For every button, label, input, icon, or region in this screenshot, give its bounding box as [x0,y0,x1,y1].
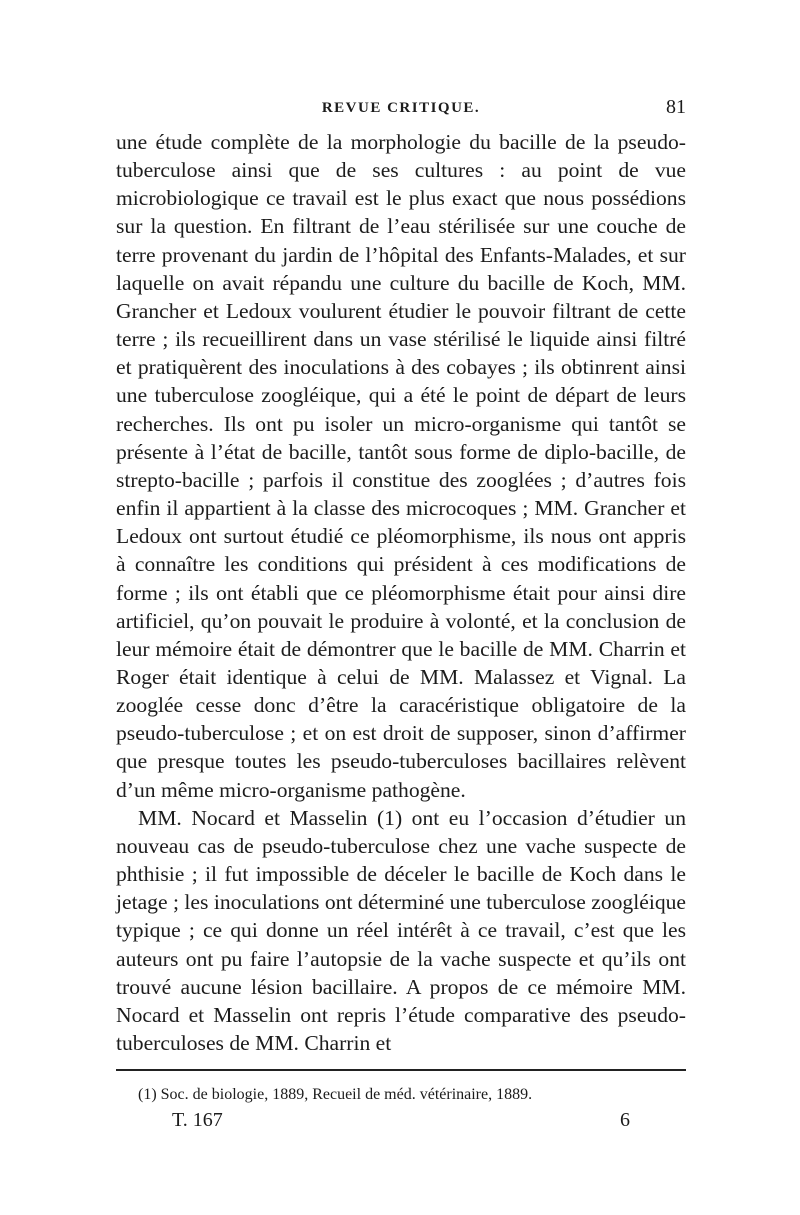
signature-mark: 6 [620,1109,630,1132]
paragraph-1: une étude complète de la morphologie du bacille de la pseudo-tuberculose ainsi que de ses cultures : au point de vue microbiologique ce travail est le plus exact que nous possédions sur la question. En filtrant de l’eau stérilisée sur une couche de terre provenant du jardin de l’hôpital des Enfants-Malades, et sur laquelle on avait répandu une culture du bacille de Koch, MM. Grancher et Ledoux voulurent étudier le pouvoir filtrant de cette terre ; ils recueillirent dans un vase stérilisé le liquide ainsi filtré et pratiquèrent des inoculations à des cobayes ; ils obtinrent ainsi une tuberculose zoogléique, qui a été le point de départ de leurs recherches. Ils ont pu isoler un micro-organisme qui tantôt se présente à l’état de bacille, tantôt sous forme de diplo-bacille, de strepto-bacille ; parfois il constitue des zooglées ; d’autres fois enfin il appartient à la classe des microcoques ; MM. Grancher et Ledoux ont surtout étudié ce pléomorphisme, ils nous ont appris à connaître les conditions qui président à ces modifications de forme ; ils ont établi que ce pléomorphisme était pour ainsi dire artificiel, qu’on pouvait le produire à volonté, et la conclusion de leur mémoire était de démontrer que le bacille de MM. Charrin et Roger était identique à celui de MM. Malassez et Vignal. La zooglée cesse donc d’être la caracéristique obligatoire de la pseudo-tuberculose ; et on est droit de supposer, sinon d’affirmer que presque toutes les pseudo-tuberculoses bacillaires relèvent d’un même micro-organisme pathogène. [116,130,686,802]
page-number: 81 [666,96,686,118]
footnote-rule [116,1069,686,1071]
paragraph-2: MM. Nocard et Masselin (1) ont eu l’occasion d’étudier un nouveau cas de pseudo-tuberculose chez une vache suspecte de phthisie ; il fut impossible de déceler le bacille de Koch dans le jetage ; les inoculations ont déterminé une tuberculose zoogléique typique ; ce qui donne un réel intérêt à ce travail, c’est que les auteurs ont pu faire l’autopsie de la vache suspecte et qu’ils ont trouvé aucune lésion bacillaire. A propos de ce mémoire MM. Nocard et Masselin ont repris l’étude comparative des pseudo-tuberculoses de MM. Charrin et [116,805,686,1055]
signature-volume: T. 167 [172,1109,223,1132]
body-text [116,128,686,1057]
document-page [116,96,686,1139]
footnote: (1) Soc. de biologie, 1889, Recueil de méd. vétérinaire, 1889. [138,1086,533,1104]
running-title: REVUE CRITIQUE. [321,100,481,116]
printer-signature [116,1109,686,1139]
running-head [116,96,686,126]
